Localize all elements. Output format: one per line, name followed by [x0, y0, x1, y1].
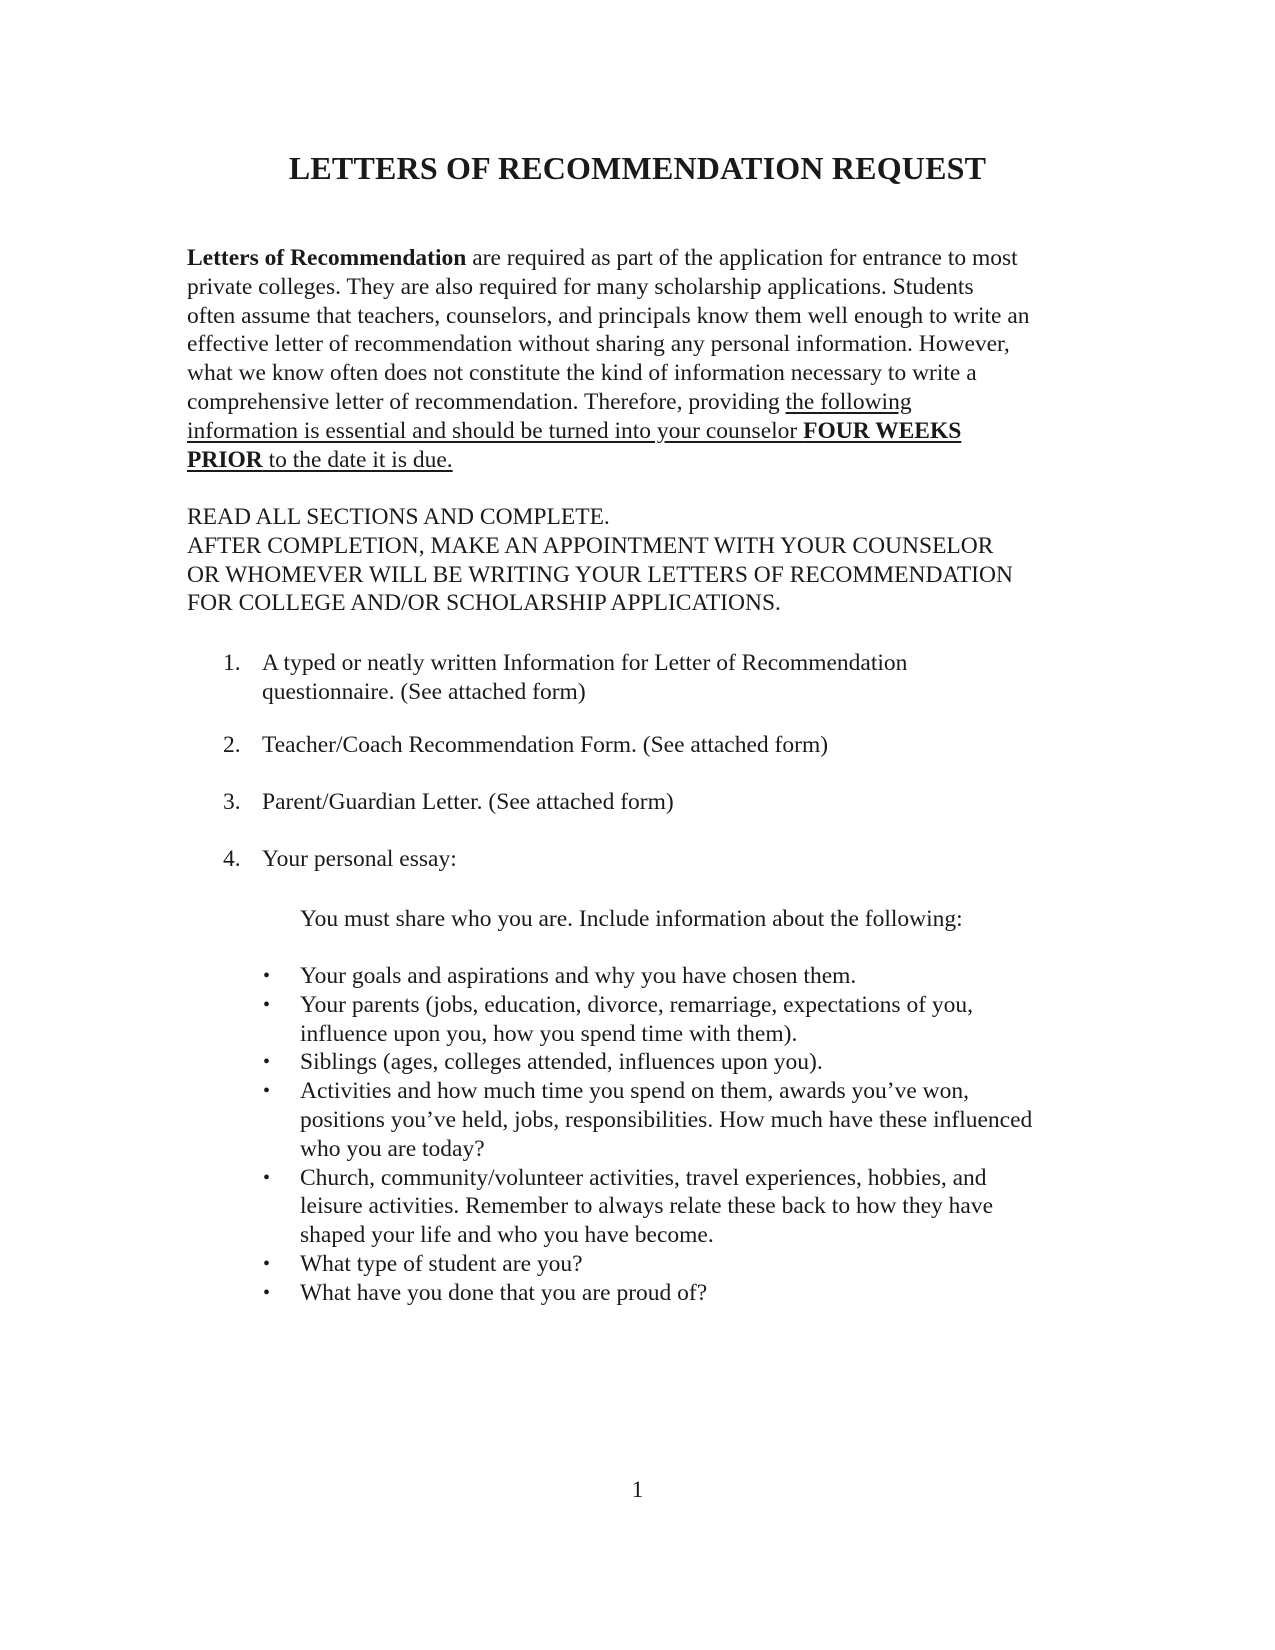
- bullet-item: [187, 1077, 1087, 1163]
- intro-paragraph: [187, 244, 1087, 474]
- item-text-line: questionnaire. (See attached form): [262, 678, 586, 705]
- bullet-text-line: What type of student are you?: [300, 1250, 583, 1277]
- bullet-dot-icon: •: [263, 1281, 271, 1304]
- essay-intro: You must share who you are. Include information about the following:: [300, 906, 963, 932]
- bullet-dot-icon: •: [263, 1080, 271, 1103]
- intro-line-6: [187, 388, 1087, 417]
- instructions-block: [187, 503, 1087, 618]
- bullet-text-line: who you are today?: [300, 1135, 485, 1162]
- bullet-text: [300, 962, 1087, 991]
- bullet-item: [187, 962, 1087, 991]
- bullet-text-line: influence upon you, how you spend time with them).: [300, 1020, 798, 1047]
- instruction-line: READ ALL SECTIONS AND COMPLETE.: [187, 504, 610, 530]
- intro-line-8-rest: to the date it is due.: [262, 446, 453, 473]
- bullet-text-line: Siblings (ages, colleges attended, influences upon you).: [300, 1049, 823, 1076]
- instruction-line: OR WHOMEVER WILL BE WRITING YOUR LETTERS OF RECOMMENDATION: [187, 561, 1013, 588]
- item-text: [262, 845, 1082, 874]
- bullet-text-line: leisure activities. Remember to always relate these back to how they have: [300, 1193, 993, 1220]
- bullet-text: [300, 1048, 1087, 1077]
- bullet-text: [300, 1279, 1087, 1308]
- page-number: 1: [631, 1477, 644, 1503]
- intro-line-6-plain: comprehensive letter of recommendation. Therefore, providing: [187, 388, 786, 415]
- item-text: [262, 649, 1082, 707]
- bullet-item: [187, 1279, 1087, 1308]
- intro-line-7: [187, 417, 1087, 446]
- intro-line-8: [187, 446, 1087, 475]
- bullet-dot-icon: •: [263, 993, 271, 1016]
- intro-bold-lead: Letters of Recommendation: [187, 245, 467, 271]
- bullet-text: [300, 1250, 1087, 1279]
- bullet-item: [187, 1048, 1087, 1077]
- bullet-item: [187, 1250, 1087, 1279]
- intro-line-5: what we know often does not constitute the kind of information necessary to write a: [187, 360, 977, 387]
- item-text-line: A typed or neatly written Information for Letter of Recommendation: [262, 650, 908, 676]
- intro-line-3: often assume that teachers, counselors, and principals know them well enough to write an: [187, 302, 1030, 329]
- bullet-text-line: What have you done that you are proud of?: [300, 1279, 708, 1306]
- bullet-item: [187, 991, 1087, 1049]
- bullet-text: [300, 991, 1087, 1049]
- bullet-dot-icon: •: [263, 1051, 271, 1074]
- bullet-text-line: positions you’ve held, jobs, responsibilities. How much have these influenced: [300, 1106, 1033, 1133]
- item-number: 3.: [223, 789, 241, 815]
- item-text: [262, 788, 1082, 817]
- item-number: 1.: [223, 650, 241, 676]
- intro-line-1: [187, 244, 1087, 273]
- bullet-dot-icon: •: [263, 965, 271, 987]
- intro-line-1-rest: are required as part of the application for entrance to most: [466, 245, 1018, 271]
- item-text-line: Your personal essay:: [262, 846, 457, 872]
- intro-line-7-bold: FOUR WEEKS: [803, 417, 962, 444]
- bullet-dot-icon: •: [263, 1166, 271, 1189]
- intro-line-2: private colleges. They are also required for many scholarship applications. Students: [187, 273, 974, 300]
- bullet-text-line: Your goals and aspirations and why you have chosen them.: [300, 963, 857, 989]
- item-text-line: Teacher/Coach Recommendation Form. (See attached form): [262, 732, 829, 758]
- item-number: 4.: [223, 846, 241, 872]
- intro-line-4: effective letter of recommendation without sharing any personal information. However,: [187, 331, 1010, 358]
- bullet-text-line: Church, community/volunteer activities, travel experiences, hobbies, and: [300, 1164, 987, 1191]
- intro-line-7-underlined: information is essential and should be turned into your counselor: [187, 417, 804, 444]
- item-text: [262, 731, 1082, 760]
- document-title: LETTERS OF RECOMMENDATION REQUEST: [288, 150, 987, 186]
- bullet-list: [187, 962, 1087, 1308]
- instruction-line: AFTER COMPLETION, MAKE AN APPOINTMENT WITH YOUR COUNSELOR: [187, 532, 994, 559]
- instruction-line: FOR COLLEGE AND/OR SCHOLARSHIP APPLICATIONS.: [187, 590, 781, 617]
- bullet-item: [187, 1164, 1087, 1250]
- item-text-line: Parent/Guardian Letter. (See attached form): [262, 789, 674, 815]
- bullet-text: [300, 1164, 1087, 1250]
- bullet-text: [300, 1077, 1087, 1163]
- bullet-text-line: shaped your life and who you have become.: [300, 1222, 714, 1249]
- item-number: 2.: [223, 732, 241, 758]
- bullet-text-line: Activities and how much time you spend on them, awards you’ve won,: [300, 1078, 969, 1105]
- intro-line-8-bold: PRIOR: [187, 446, 263, 473]
- bullet-dot-icon: •: [263, 1252, 271, 1275]
- intro-line-6-underlined: the following: [785, 388, 912, 415]
- bullet-text-line: Your parents (jobs, education, divorce, remarriage, expectations of you,: [300, 991, 974, 1018]
